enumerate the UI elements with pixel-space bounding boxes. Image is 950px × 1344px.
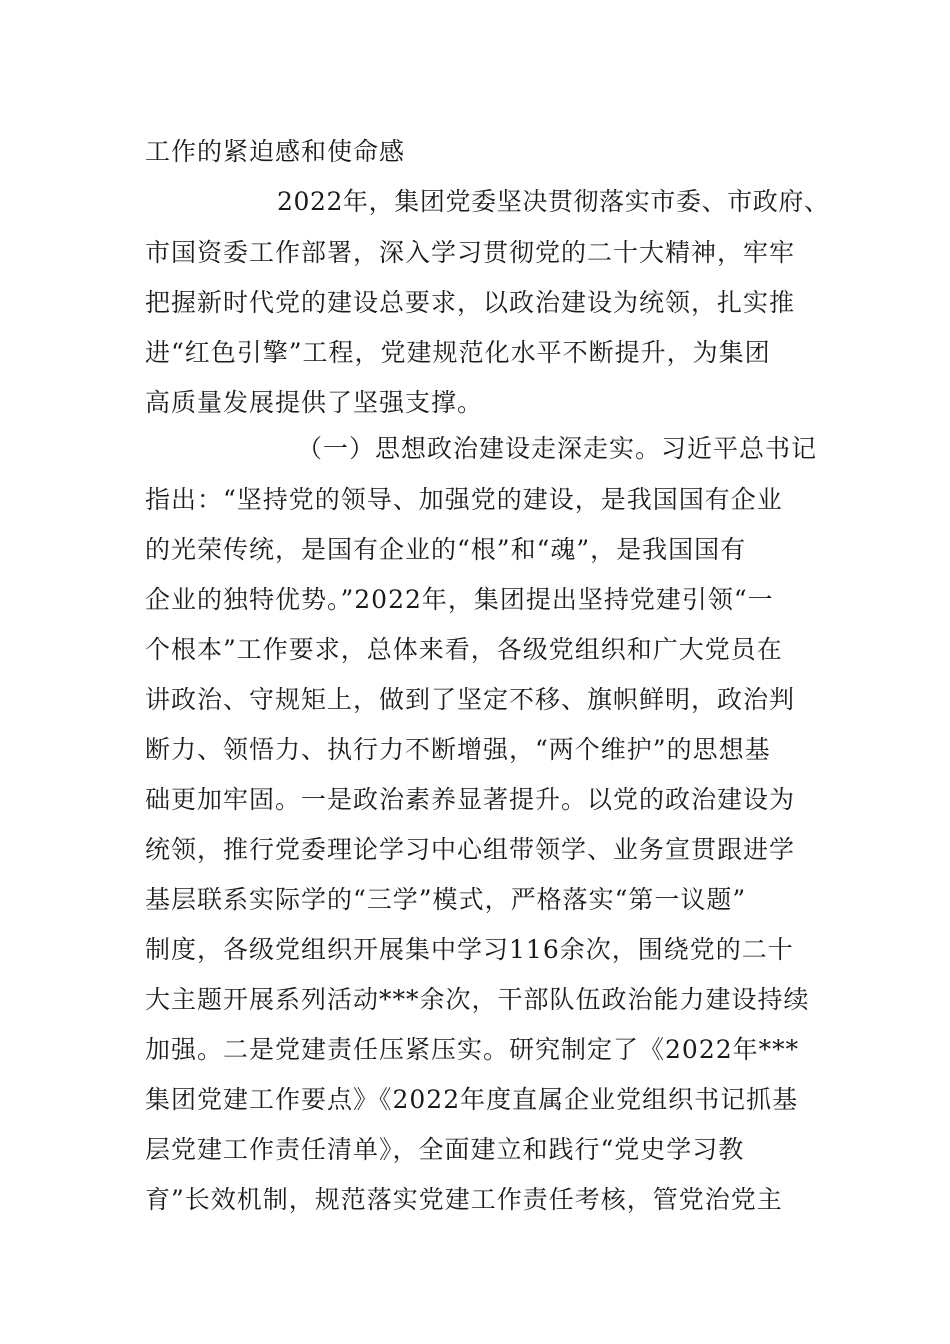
text-line: 把握新时代党的建设总要求，以政治建设为统领，扎实推 [145, 288, 796, 317]
text-line: 集团党建工作要点》《2022年度直属企业党组织书记抓基 [145, 1085, 799, 1114]
text-line: 进“红色引擎”工程，党建规范化水平不断提升，为集团 [145, 338, 771, 367]
text-line: 工作的紧迫感和使命感 [145, 137, 406, 166]
text-line: 育”长效机制，规范落实党建工作责任考核，管党治党主 [145, 1185, 783, 1214]
text-line: 加强。二是党建责任压紧压实。研究制定了《2022年*** [145, 1035, 800, 1064]
text-line: 制度，各级党组织开展集中学习116余次，围绕党的二十 [145, 935, 794, 964]
text-line: 统领，推行党委理论学习中心组带领学、业务宣贯跟进学 [145, 835, 796, 864]
paragraph-first-line: 2022年，集团党委坚决贯彻落实市委、市政府、 [277, 187, 830, 216]
text-line: 企业的独特优势。”2022年，集团提出坚持党建引领“一 [145, 585, 774, 614]
text-line: 础更加牢固。一是政治素养显著提升。以党的政治建设为 [145, 785, 796, 814]
text-line: 市国资委工作部署，深入学习贯彻党的二十大精神，牢牢 [145, 238, 796, 267]
text-line: 基层联系实际学的“三学”模式，严格落实“第一议题” [145, 885, 747, 914]
text-line: 层党建工作责任清单》，全面建立和践行“党史学习教 [145, 1135, 745, 1164]
text-line: 高质量发展提供了坚强支撑。 [145, 388, 484, 417]
section-heading-line: （一）思想政治建设走深走实。习近平总书记 [297, 434, 818, 463]
text-line: 断力、领悟力、执行力不断增强，“两个维护”的思想基 [145, 735, 771, 764]
text-line: 个根本”工作要求，总体来看，各级党组织和广大党员在 [145, 635, 783, 664]
text-line: 讲政治、守规矩上，做到了坚定不移、旗帜鲜明，政治判 [145, 685, 796, 714]
text-line: 大主题开展系列活动***余次，干部队伍政治能力建设持续 [145, 985, 810, 1014]
text-line: 的光荣传统，是国有企业的“根”和“魂”，是我国国有 [145, 535, 747, 564]
text-line: 指出：“坚持党的领导、加强党的建设，是我国国有企业 [145, 485, 783, 514]
